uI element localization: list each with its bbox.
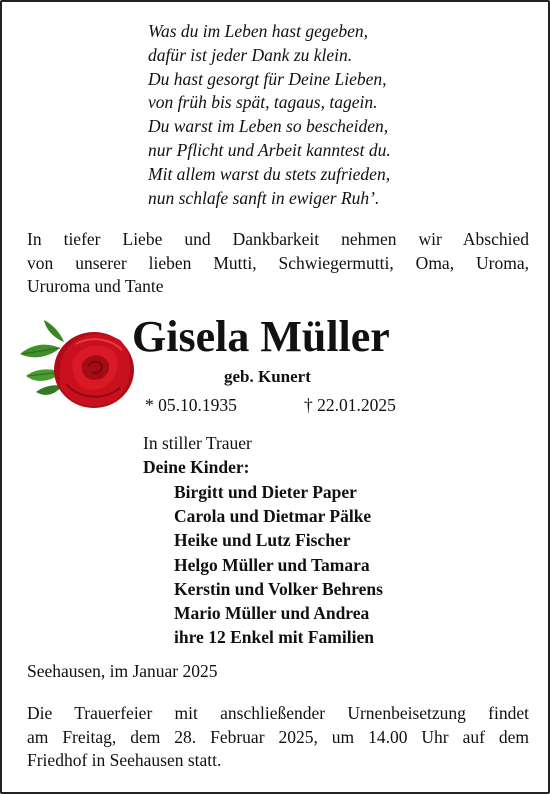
funeral-line: Die Trauerfeier mit anschließender Urnenbeisetzung findet [27, 703, 529, 723]
mourners-intro [143, 432, 252, 479]
mourning-text: In stiller Trauer [143, 433, 252, 453]
intro-line: von unserer lieben Mutti, Schwiegermutti, Oma, Uroma, [27, 252, 529, 273]
list-item: Mario Müller und Andrea [174, 603, 370, 624]
deceased-name: Gisela Müller [132, 312, 390, 361]
funeral-line: Friedhof in Seehausen statt. [27, 750, 222, 770]
list-item: Carola und Dietmar Pälke [174, 506, 372, 527]
death-date: † 22.01.2025 [304, 395, 396, 415]
funeral-line: am Freitag, dem 28. Februar 2025, um 14.00 Uhr auf dem [27, 726, 529, 747]
list-item: ihre 12 Enkel mit Familien [174, 627, 374, 648]
children-list [174, 480, 383, 649]
list-item: Birgitt und Dieter Paper [174, 482, 357, 502]
poem-line: von früh bis spät, tagaus, tagein. [148, 92, 378, 113]
maiden-name: geb. Kunert [224, 367, 311, 386]
poem-line: Du warst im Leben so bescheiden, [148, 116, 389, 137]
poem-line: Was du im Leben hast gegeben, [148, 21, 369, 41]
farewell-intro [27, 228, 529, 299]
poem-line: Du hast gesorgt für Deine Lieben, [148, 68, 387, 89]
intro-line: Ururoma und Tante [27, 276, 164, 296]
list-item: Kerstin und Volker Behrens [174, 578, 383, 599]
poem-line: nur Pflicht und Arbeit kanntest du. [148, 139, 391, 160]
children-heading: Deine Kinder: [143, 456, 250, 477]
intro-line: In tiefer Liebe und Dankbarkeit nehmen wir Abschied [27, 229, 529, 249]
list-item: Heike und Lutz Fischer [174, 530, 351, 551]
poem-line: dafür ist jeder Dank zu klein. [148, 44, 353, 65]
place-and-date: Seehausen, im Januar 2025 [27, 661, 218, 681]
memorial-poem [148, 20, 508, 210]
poem-line: nun schlafe sanft in ewiger Ruh’. [148, 187, 380, 208]
birth-date: * 05.10.1935 [145, 395, 237, 415]
red-rose-icon [16, 314, 138, 414]
list-item: Helgo Müller und Tamara [174, 554, 370, 575]
funeral-details [27, 702, 529, 773]
poem-line: Mit allem warst du stets zufrieden, [148, 163, 391, 184]
